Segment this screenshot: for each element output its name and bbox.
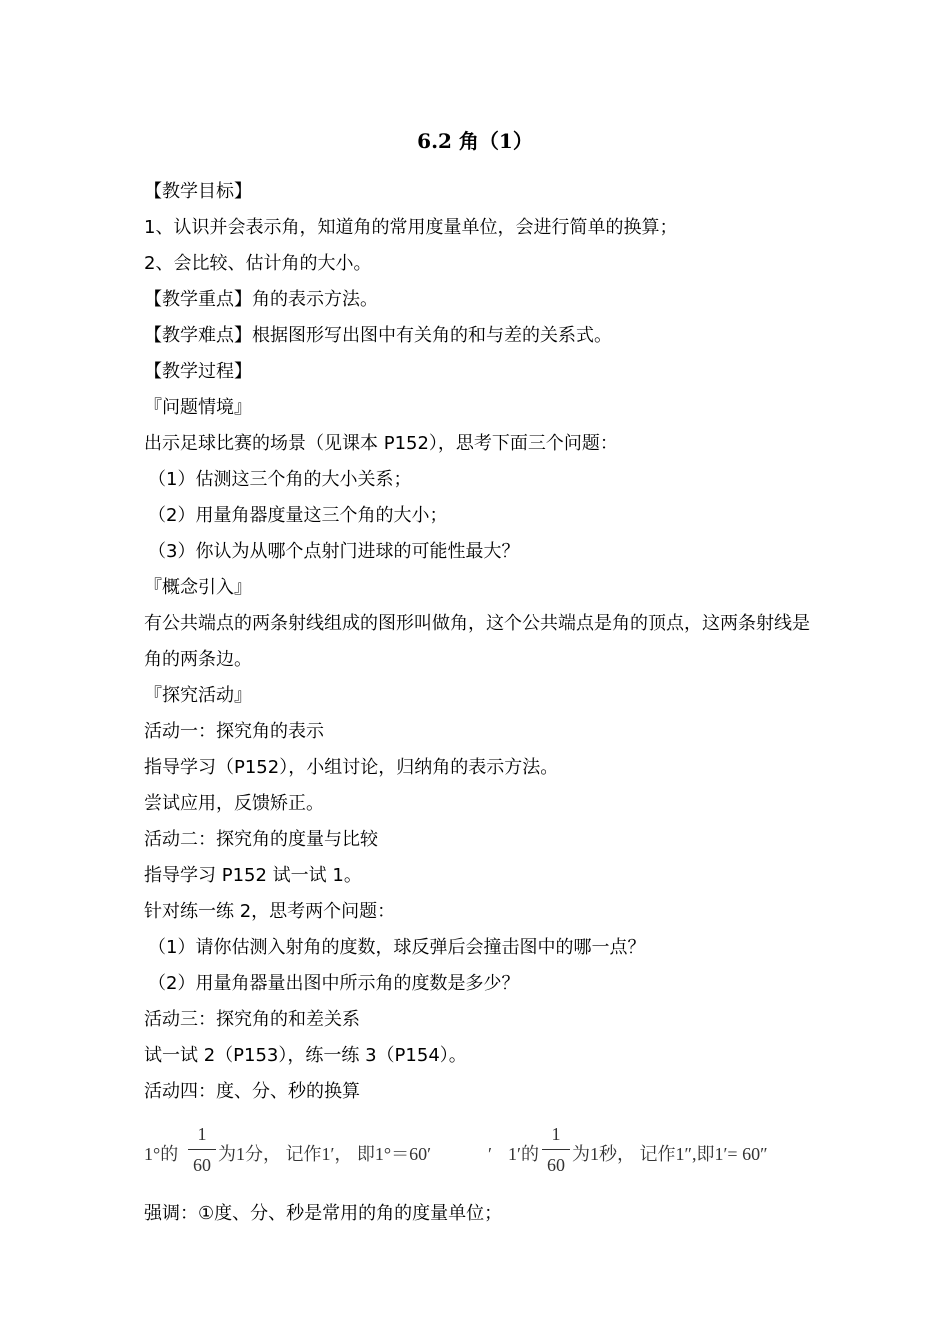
question-3: （3）你认为从哪个点射门进球的可能性最大？	[148, 541, 520, 562]
activity-1-heading: 活动一：探究角的表示	[144, 721, 324, 742]
activity-1-guide: 指导学习（P152），小组讨论，归纳角的表示方法。	[144, 757, 559, 778]
activity-2-heading: 活动二：探究角的度量与比较	[144, 829, 378, 850]
formula-part2-prefix: 1′的	[508, 1144, 539, 1164]
formula-part1-suffix: 为1分， 记作1′， 即1°＝60′	[218, 1144, 432, 1164]
activity-1-apply: 尝试应用，反馈矫正。	[144, 793, 324, 814]
activity-3-heading: 活动三：探究角的和差关系	[144, 1009, 360, 1030]
subsection-problem-situation: 『问题情境』	[144, 397, 252, 418]
question-1: （1）估测这三个角的大小关系；	[148, 469, 412, 490]
section-heading-objectives: 【教学目标】	[144, 181, 252, 202]
key-point: 【教学重点】角的表示方法。	[144, 289, 378, 310]
activity-3-task: 试一试 2（P153），练一练 3（P154）。	[144, 1045, 467, 1066]
fraction-1-denominator: 60	[193, 1155, 211, 1175]
section-heading-process: 【教学过程】	[144, 361, 252, 382]
objective-1: 1、认识并会表示角，知道角的常用度量单位，会进行简单的换算；	[144, 217, 678, 238]
formula-separator: ′	[488, 1144, 492, 1164]
objective-2: 2、会比较、估计角的大小。	[144, 253, 372, 274]
fraction-1-numerator: 1	[197, 1124, 207, 1144]
unit-conversion-formula	[144, 1122, 814, 1192]
activity-2-question-2: （2）用量角器量出图中所示角的度数是多少？	[148, 973, 520, 994]
concept-definition: 有公共端点的两条射线组成的图形叫做角，这个公共端点是角的顶点，这两条射线是角的两条边。	[144, 613, 810, 670]
activity-2-practice: 针对练一练 2，思考两个问题：	[144, 901, 396, 922]
document-body	[144, 174, 814, 1232]
formula-fraction-2	[542, 1122, 570, 1177]
fraction-2-bar	[542, 1149, 570, 1150]
fraction-2-numerator: 1	[551, 1124, 561, 1144]
activity-2-question-1: （1）请你估测入射角的度数，球反弹后会撞击图中的哪一点？	[148, 937, 646, 958]
question-2: （2）用量角器度量这三个角的大小；	[148, 505, 448, 526]
formula-part2-suffix: 为1秒， 记作1″,即1′= 60″	[572, 1144, 768, 1164]
problem-intro: 出示足球比赛的场景（见课本 P152），思考下面三个问题：	[144, 433, 618, 454]
formula-part1-prefix: 1°的	[144, 1144, 179, 1164]
document-title: 6.2 角（1）	[417, 129, 533, 153]
fraction-2-denominator: 60	[547, 1155, 565, 1175]
difficult-point: 【教学难点】根据图形写出图中有关角的和与差的关系式。	[144, 325, 612, 346]
emphasis-note: 强调：①度、分、秒是常用的角的度量单位；	[144, 1203, 503, 1224]
activity-4-heading: 活动四：度、分、秒的换算	[144, 1081, 360, 1102]
fraction-1-bar	[188, 1149, 216, 1150]
activity-2-guide: 指导学习 P152 试一试 1。	[144, 865, 362, 886]
subsection-activities: 『探究活动』	[144, 685, 252, 706]
subsection-concept: 『概念引入』	[144, 577, 252, 598]
formula-fraction-1	[188, 1122, 216, 1177]
